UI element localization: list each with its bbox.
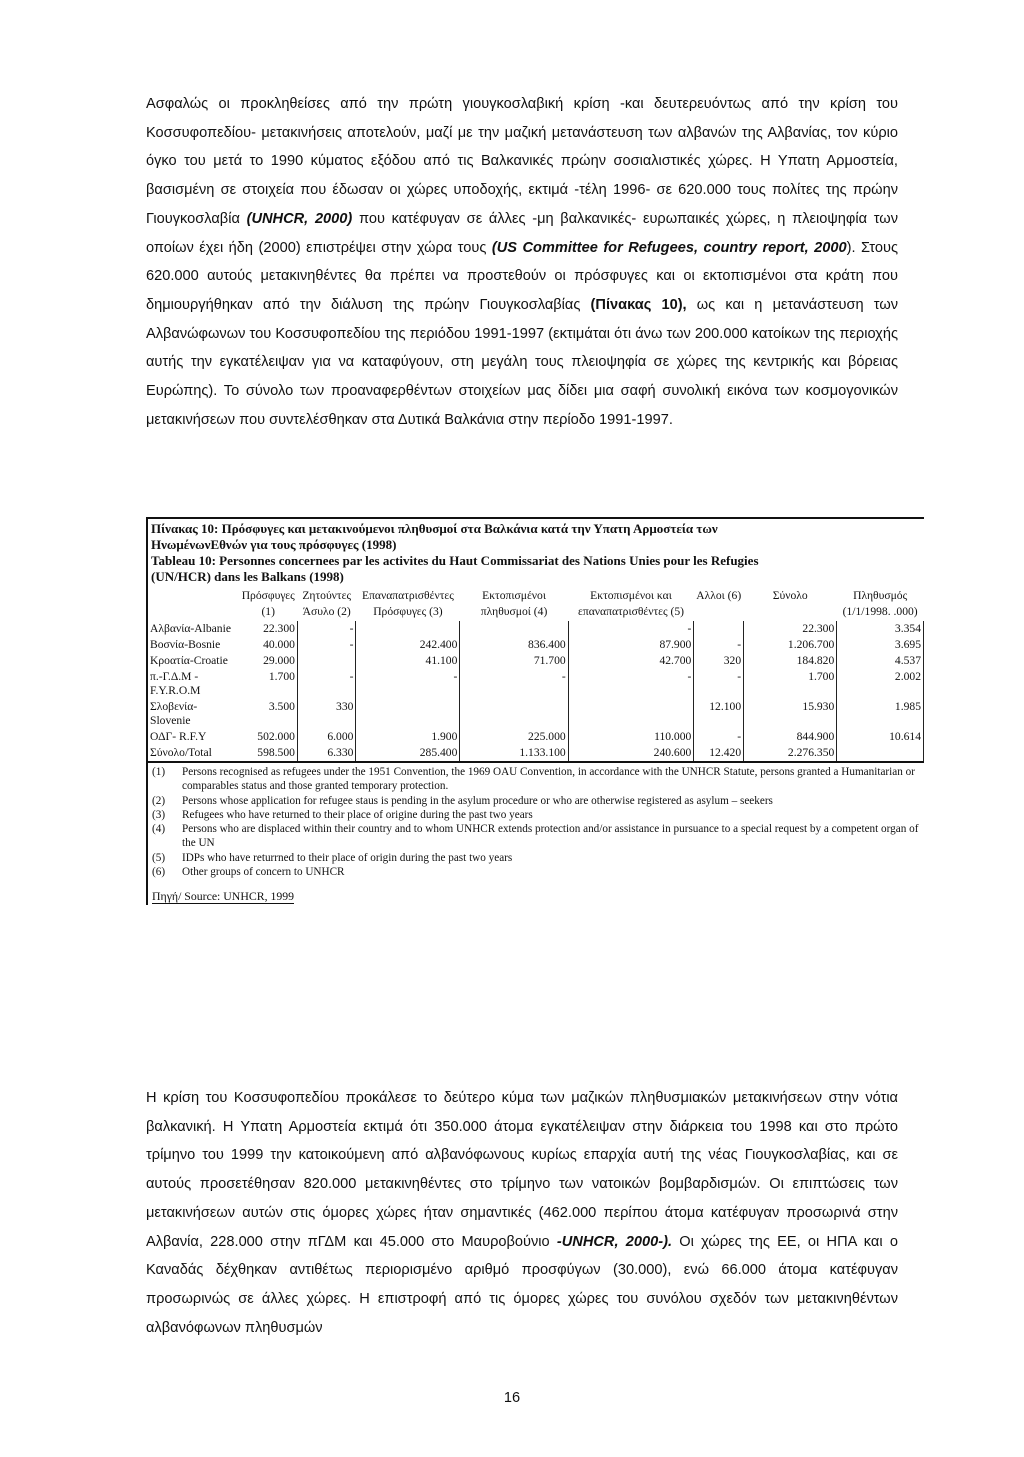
table-footnotes (148, 763, 924, 881)
header-displaced-returned: Εκτοπισμένοι και επαναπατρισθέντες (5) (577, 589, 685, 618)
table-title-greek-line2: ΗνωμένωνΕθνών για τους πρόσφυγες (1998) (151, 537, 397, 552)
cell-value: 598.500 (239, 745, 297, 762)
page-number: 16 (503, 1390, 521, 1406)
footnote-text: Persons whose application for refugee staus is pending in the asylum procedure or who are otherwise registered as asylum – seekers (182, 794, 773, 807)
cell-value: 10.614 (837, 729, 924, 745)
para1-mid1: που κατέφυγαν σε άλλες -μη βαλκανικές- ευρωπαικές χώρες, η πλειοψηφία των οποίων έχει ήδη (2000) επιστρέψει στην χώρα τους (146, 210, 898, 256)
footnote-key: (2) (152, 794, 166, 807)
table-title-french-line1: Tableau 10: Personnes concernees par les activites du Haut Commissariat des Nations Unies pour les Refugies (151, 553, 759, 568)
kosovo-paragraph (146, 1084, 898, 1342)
header-total: Σύνολο (772, 589, 808, 602)
cell-value: - (297, 621, 355, 637)
cell-value: 184.820 (744, 653, 837, 669)
footnote-text: Persons recognised as refugees under the 1951 Convention, the 1969 OAU Convention, in accordance with the UNHCR Statute, persons granted a Humanitarian or comparables status and those granted temporary protection. (182, 766, 915, 793)
cell-value: 502.000 (239, 729, 297, 745)
footnote-key: (3) (152, 808, 166, 821)
footnote-text: Other groups of concern to UNHCR (182, 866, 345, 879)
header-returned-refugees: Επαναπατρισθέντες Πρόσφυγες (3) (361, 589, 454, 618)
footnote (152, 794, 920, 808)
row-country: Κροατία-Croatie (150, 654, 228, 667)
row-country: Βοσνία-Bosnie (150, 638, 221, 651)
cell-value: 22.300 (239, 621, 297, 637)
row-country: Σλοβενία-Slovenie (150, 700, 198, 727)
cell-value (297, 653, 355, 669)
citation-unhcr: (UNHCR, 2000) (246, 210, 353, 227)
row-country: ΟΔΓ- R.F.Y (150, 730, 207, 743)
table-source (148, 881, 924, 905)
cell-value (356, 621, 460, 637)
footnote (152, 851, 920, 865)
cell-value: 22.300 (744, 621, 837, 637)
header-others: Αλλοι (6) (696, 589, 742, 602)
table-titles (148, 519, 924, 587)
para1-end: ως και η μετανάστευση των Αλβανώφωνων του Κοσσυφοπεδίου της περιόδου 1991-1997 (εκτιμάται ότι άνω των 200.000 κατοίκων της περιοχής αυτής την εγκατέλειψαν για να καταφύγουν, στη μεγάλη τους πλειοψηφία σε χώρες της κεντρικής και βόρειας Ευρώπης). Το σύνολο των προαναφερθέντων στοιχείων μας δίδει μια σαφή συνολική εικόνα των κοσμογονικών μετακινήσεων που συντελέσθηκαν στα Δυτικά Βαλκάνια στην περίοδο 1991-1997. (146, 296, 899, 428)
row-country: Αλβανία-Albanie (150, 622, 231, 635)
header-refugees: Πρόσφυγες (1) (241, 589, 295, 618)
cell-value: 110.000 (568, 729, 694, 745)
cell-value: 15.930 (744, 699, 837, 729)
table-row (148, 669, 924, 699)
cell-value: 12.100 (694, 699, 744, 729)
cell-value: - (694, 669, 744, 699)
refugee-data-table (148, 587, 924, 763)
cell-value (356, 699, 460, 729)
cell-value (837, 745, 924, 762)
cell-value: 844.900 (744, 729, 837, 745)
cell-value: 40.000 (239, 637, 297, 653)
footnote-key: (6) (152, 866, 166, 879)
table-title-french-line2: (UN/HCR) dans les Balkans (1998) (151, 569, 344, 584)
cell-value: 285.400 (356, 745, 460, 762)
table-row (148, 637, 924, 653)
para2-end: Οι χώρες της ΕΕ, οι ΗΠΑ και ο Καναδάς δέχθηκαν αντιθέτως περιορισμένο αριθμό προσφύγων (30.000), ενώ 66.000 άτομα κατέφυγαν προσωρινώς σε άλλες χώρες. Η επιστροφή από τις όμορες χώρες του συνόλου σχεδόν των μετακινηθέντων αλβανόφωνων πληθυσμών (146, 1233, 898, 1336)
cell-value: - (297, 637, 355, 653)
cell-value: 3.354 (837, 621, 924, 637)
footnote-text: Refugees who have returned to their place of origine during the past two years (182, 808, 533, 821)
cell-value: 4.537 (837, 653, 924, 669)
table-total-row (148, 745, 924, 762)
row-country: π.-Γ.Δ.Μ - F.Y.R.O.M (150, 670, 201, 697)
cell-value: 1.700 (239, 669, 297, 699)
footnote-key: (1) (152, 766, 166, 778)
cell-value: 42.700 (568, 653, 694, 669)
header-population: Πληθυσμός (1/1/1998. .000) (842, 589, 918, 618)
citation-us-committee: (US Committee for Refugees, country report, 2000 (491, 239, 847, 256)
cell-value: - (460, 669, 568, 699)
intro-paragraph (146, 90, 898, 434)
cell-value: - (568, 669, 694, 699)
footnote (152, 765, 920, 794)
refugee-table-box (146, 517, 924, 905)
cell-value: 1.206.700 (744, 637, 837, 653)
cell-value: 3.695 (837, 637, 924, 653)
header-displaced: Εκτοπισμένοι πληθυσμοί (4) (480, 589, 548, 618)
para1-mid2: ). Στους 620.000 αυτούς μετακινηθέντες θα πρέπει να προστεθούν οι πρόσφυγες και οι εκτοπισμένοι στα κράτη που δημιουργήθηκαν από την διάλυση της πρώην Γιουγκοσλαβίας (146, 239, 898, 313)
source-text: Πηγή/ Source: UNHCR, 1999 (152, 889, 295, 904)
cell-value: 71.700 (460, 653, 568, 669)
table-title-greek-line1: Πίνακας 10: Πρόσφυγες και μετακινούμενοι πληθυσμοί στα Βαλκάνια κατά την Υπατη Αρμοστεία των (151, 521, 718, 536)
cell-value: 29.000 (239, 653, 297, 669)
cell-value (460, 699, 568, 729)
cell-value: - (297, 669, 355, 699)
table-row (148, 699, 924, 729)
cell-value: 2.276.350 (744, 745, 837, 762)
cell-value: 225.000 (460, 729, 568, 745)
footnote-text: IDPs who have returrned to their place of origin during the past two years (182, 851, 513, 864)
cell-value: 87.900 (568, 637, 694, 653)
para2-lead: Η κρίση του Κοσσυφοπεδίου προκάλεσε το δεύτερο κύμα των μαζικών πληθυσμιακών μετακινήσεων στην νότια βαλκανική. Η Υπατη Αρμοστεία εκτιμά ότι 350.000 άτομα εγκατέλειψαν στην διάρκεια του 1998 και στο πρώτο τρίμηνο του 1999 την κατοικούμενη από αλβανόφωνους κυρίως επαρχία αυτή της νέας Γιουγκοσλαβίας, και σε αυτούς προσετέθησαν 820.000 μετακινηθέντες στο τρίμηνο των νατοικών βομβαρδισμών. Οι επιπτώσεις των μετακινήσεων αυτών στις όμορες χώρες ήταν σημαντικές (462.000 περίπου άτομα κατέφυγαν προσωρινά στην Αλβανία, 228.000 στην πΓΔΜ και 45.000 στο Μαυροβούνιο (146, 1090, 898, 1250)
row-country: Σύνολο/Total (148, 745, 239, 762)
cell-value (460, 621, 568, 637)
table-row (148, 621, 924, 637)
table-row (148, 653, 924, 669)
citation-unhcr-2000: -UNHCR, 2000-). (556, 1233, 673, 1250)
footnote (152, 808, 920, 822)
cell-value: 1.133.100 (460, 745, 568, 762)
cell-value: 836.400 (460, 637, 568, 653)
table-row (148, 729, 924, 745)
cell-value: 3.500 (239, 699, 297, 729)
cell-value: 6.000 (297, 729, 355, 745)
cell-value: - (694, 637, 744, 653)
cell-value (568, 699, 694, 729)
cell-value: 240.600 (568, 745, 694, 762)
footnote-text: Persons who are displaced within their country and to whom UNHCR extends protection and/or assistance in pursuance to a special request by a competent organ of the UN (182, 823, 919, 850)
para1-lead: Ασφαλώς οι προκληθείσες από την πρώτη γιουγκοσλαβική κρίση -και δευτερευόντως από την κρίση του Κοσσυφοπεδίου- μετακινήσεις αποτελούν, μαζί με την μαζική μετανάστευση των αλβανών της Αλβανίας, τον κύριο όγκο του μετά το 1990 κύματος εξόδου από τις Βαλκανικές πρώην σοσιαλιστικές χώρες. Η Υπατη Αρμοστεία, βασισμένη σε στοιχεία που έδωσαν οι χώρες υποδοχής, εκτιμά -τέλη 1996- σε 620.000 τους πολίτες της πρώην Γιουγκοσλαβία (146, 96, 898, 227)
cell-value: 41.100 (356, 653, 460, 669)
cell-value: 330 (297, 699, 355, 729)
table-header-row (148, 587, 924, 621)
cell-value: - (356, 669, 460, 699)
table-reference: (Πίνακας 10), (590, 296, 687, 313)
cell-value: 6.330 (297, 745, 355, 762)
header-country (148, 587, 239, 621)
cell-value: 1.700 (744, 669, 837, 699)
footnote (152, 865, 920, 879)
cell-value: 12.420 (694, 745, 744, 762)
cell-value (694, 621, 744, 637)
cell-value: 1.900 (356, 729, 460, 745)
cell-value: 242.400 (356, 637, 460, 653)
footnote-key: (5) (152, 851, 166, 864)
cell-value: 2.002 (837, 669, 924, 699)
cell-value: - (694, 729, 744, 745)
footnote-key: (4) (152, 823, 166, 836)
cell-value: 1.985 (837, 699, 924, 729)
footnote (152, 822, 920, 851)
header-asylum-seekers: Ζητούντες Άσυλο (2) (302, 589, 352, 618)
cell-value: - (568, 621, 694, 637)
cell-value: 320 (694, 653, 744, 669)
